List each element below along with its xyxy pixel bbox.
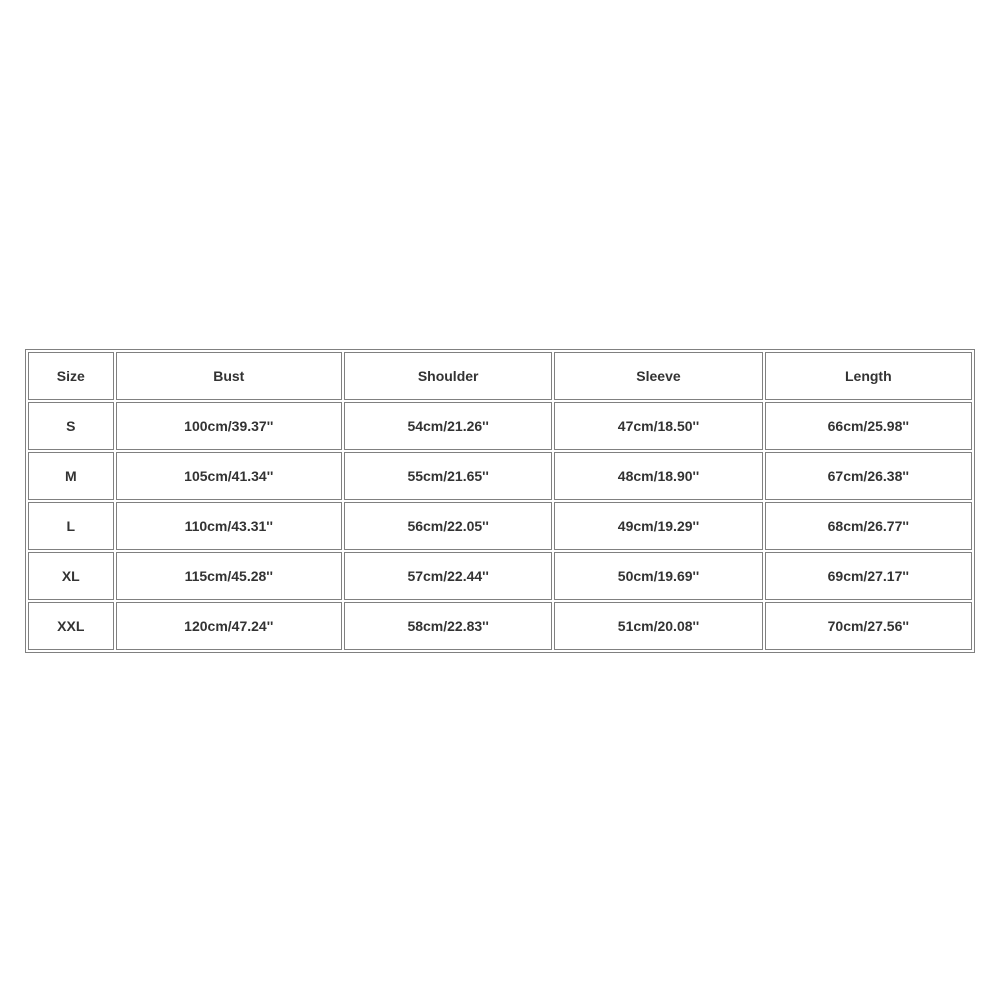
cell-length: 69cm/27.17'' bbox=[765, 552, 972, 600]
cell-shoulder: 57cm/22.44'' bbox=[344, 552, 552, 600]
cell-size: XXL bbox=[28, 602, 114, 650]
header-length: Length bbox=[765, 352, 972, 400]
cell-sleeve: 49cm/19.29'' bbox=[554, 502, 762, 550]
cell-length: 68cm/26.77'' bbox=[765, 502, 972, 550]
cell-bust: 120cm/47.24'' bbox=[116, 602, 342, 650]
cell-bust: 115cm/45.28'' bbox=[116, 552, 342, 600]
table-header-row bbox=[28, 352, 972, 400]
header-size: Size bbox=[28, 352, 114, 400]
cell-shoulder: 54cm/21.26'' bbox=[344, 402, 552, 450]
cell-length: 67cm/26.38'' bbox=[765, 452, 972, 500]
table-row bbox=[28, 502, 972, 550]
cell-size: S bbox=[28, 402, 114, 450]
cell-sleeve: 47cm/18.50'' bbox=[554, 402, 762, 450]
cell-bust: 100cm/39.37'' bbox=[116, 402, 342, 450]
cell-size: L bbox=[28, 502, 114, 550]
cell-shoulder: 56cm/22.05'' bbox=[344, 502, 552, 550]
cell-sleeve: 48cm/18.90'' bbox=[554, 452, 762, 500]
table-body bbox=[28, 352, 972, 650]
table-row bbox=[28, 452, 972, 500]
header-sleeve: Sleeve bbox=[554, 352, 762, 400]
cell-bust: 105cm/41.34'' bbox=[116, 452, 342, 500]
header-shoulder: Shoulder bbox=[344, 352, 552, 400]
table-row bbox=[28, 402, 972, 450]
table-row bbox=[28, 552, 972, 600]
cell-shoulder: 55cm/21.65'' bbox=[344, 452, 552, 500]
cell-shoulder: 58cm/22.83'' bbox=[344, 602, 552, 650]
cell-sleeve: 51cm/20.08'' bbox=[554, 602, 762, 650]
cell-sleeve: 50cm/19.69'' bbox=[554, 552, 762, 600]
cell-length: 66cm/25.98'' bbox=[765, 402, 972, 450]
size-chart-table bbox=[25, 349, 975, 653]
cell-length: 70cm/27.56'' bbox=[765, 602, 972, 650]
table-row bbox=[28, 602, 972, 650]
cell-bust: 110cm/43.31'' bbox=[116, 502, 342, 550]
header-bust: Bust bbox=[116, 352, 342, 400]
cell-size: XL bbox=[28, 552, 114, 600]
cell-size: M bbox=[28, 452, 114, 500]
